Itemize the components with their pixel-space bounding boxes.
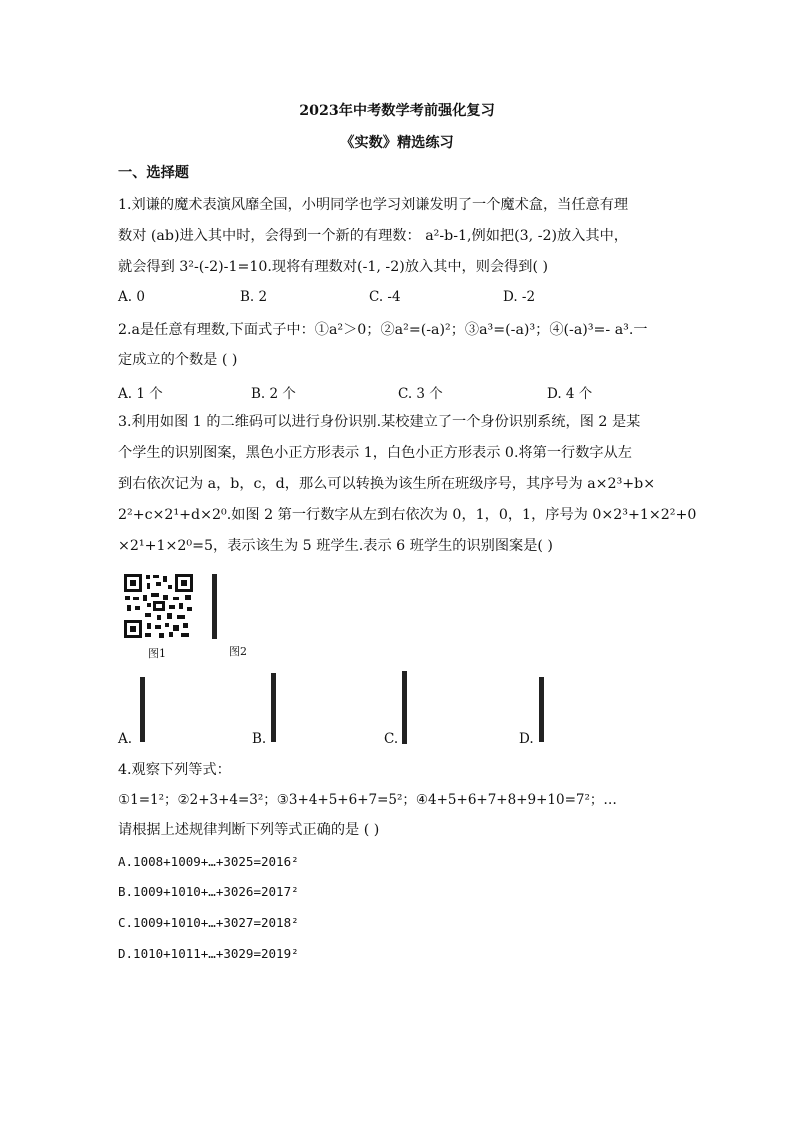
question-2-option-b: B. 2 个 <box>251 386 296 402</box>
option-a-cell <box>144 694 145 710</box>
option-b-cell <box>275 708 276 725</box>
question-2-option-d: D. 4 个 <box>547 386 593 402</box>
question-4-option-a: A.1008+1009+…+3025=2016² <box>118 854 299 869</box>
question-3-line-4: 2²+c×2¹+d×2⁰.如图 2 第一行数字从左到右依次为 0，1，0，1，序号为 0×2³+1×2²+0 <box>118 507 697 523</box>
question-2-line-2: 定成立的个数是 ( ) <box>118 352 238 368</box>
option-c-cell <box>406 672 407 690</box>
question-1-option-a: A. 0 <box>118 289 145 305</box>
figure-2-table <box>212 574 217 639</box>
qr-code-image <box>123 573 194 639</box>
section-heading: 一、选择题 <box>118 165 189 181</box>
question-2-option-a: A. 1 个 <box>118 386 163 402</box>
question-4-option-b: B.1009+1010+…+3026=2017² <box>118 884 299 899</box>
question-4-line-1: 4.观察下列等式： <box>118 762 231 778</box>
question-1-line-3: 就会得到 3²-(-2)-1=10.现将有理数对(-1, -2)放入其中，则会得到( ) <box>118 259 549 275</box>
option-a-cell <box>144 678 145 694</box>
option-a-cell <box>144 710 145 726</box>
question-4-line-3: 请根据上述规律判断下列等式正确的是 ( ) <box>118 822 380 838</box>
option-b-cell <box>275 725 276 742</box>
question-1-option-b: B. 2 <box>240 289 268 305</box>
question-3-option-d-label: D. <box>519 731 534 747</box>
figure-2-cell <box>216 575 217 591</box>
question-4-option-c: C.1009+1010+…+3027=2018² <box>118 915 299 930</box>
option-d-cell <box>543 710 544 726</box>
question-2-line-1: 2.a是任意有理数,下面式子中：①a²＞0；②a²=(-a)²；③a³=(-a)³；④(-a)³=- a³.一 <box>118 322 648 338</box>
figure-2-caption: 图2 <box>229 645 247 658</box>
figure-2-cell <box>216 591 217 607</box>
question-1-line-1: 1.刘谦的魔术表演风靡全国，小明同学也学习刘谦发明了一个魔术盒，当任意有理 <box>118 197 629 213</box>
question-2-option-c: C. 3 个 <box>398 386 443 402</box>
question-1-line-2: 数对 (ab)进入其中时，会得到一个新的有理数： a²-b-1,例如把(3, -2)放入其中， <box>118 228 628 244</box>
option-d-cell <box>543 726 544 742</box>
option-d-cell <box>543 678 544 694</box>
question-3-line-3: 到右依次记为 a，b，c，d，那么可以转换为该生所在班级序号，其序号为 a×2³+b× <box>118 476 656 492</box>
question-1-option-c: C. -4 <box>369 289 401 305</box>
option-a-cell <box>144 726 145 742</box>
option-c-cell <box>406 708 407 726</box>
option-d-table <box>539 677 544 742</box>
question-1-option-d: D. -2 <box>503 289 536 305</box>
question-3-line-2: 个学生的识别图案，黑色小正方形表示 1，白色小正方形表示 0.将第一行数字从左 <box>118 445 632 461</box>
question-3-option-c-label: C. <box>384 731 399 747</box>
option-b-table <box>271 673 276 742</box>
question-4-option-d: D.1010+1011+…+3029=2019² <box>118 946 299 961</box>
figure-1-caption: 图1 <box>148 647 166 660</box>
document-subtitle: 《实数》精选练习 <box>340 135 454 151</box>
figure-2-cell <box>216 623 217 639</box>
question-3-option-a-label: A. <box>118 731 133 747</box>
document-title: 2023年中考数学考前强化复习 <box>299 103 495 119</box>
option-d-cell <box>543 694 544 710</box>
question-3-option-b-label: B. <box>252 731 267 747</box>
question-3-line-5: ×2¹+1×2⁰=5，表示该生为 5 班学生.表示 6 班学生的识别图案是( ) <box>118 538 553 554</box>
question-3-line-1: 3.利用如图 1 的二维码可以进行身份识别.某校建立了一个身份识别系统，图 2 是某 <box>118 414 641 430</box>
option-c-cell <box>406 690 407 708</box>
option-c-table <box>402 671 407 744</box>
figure-2-cell <box>216 607 217 623</box>
option-b-cell <box>275 674 276 691</box>
option-c-cell <box>406 726 407 744</box>
question-4-line-2: ①1=1²；②2+3+4=3²；③3+4+5+6+7=5²；④4+5+6+7+8+9+10=7²；… <box>118 792 617 808</box>
option-b-cell <box>275 691 276 708</box>
option-a-table <box>140 677 145 742</box>
